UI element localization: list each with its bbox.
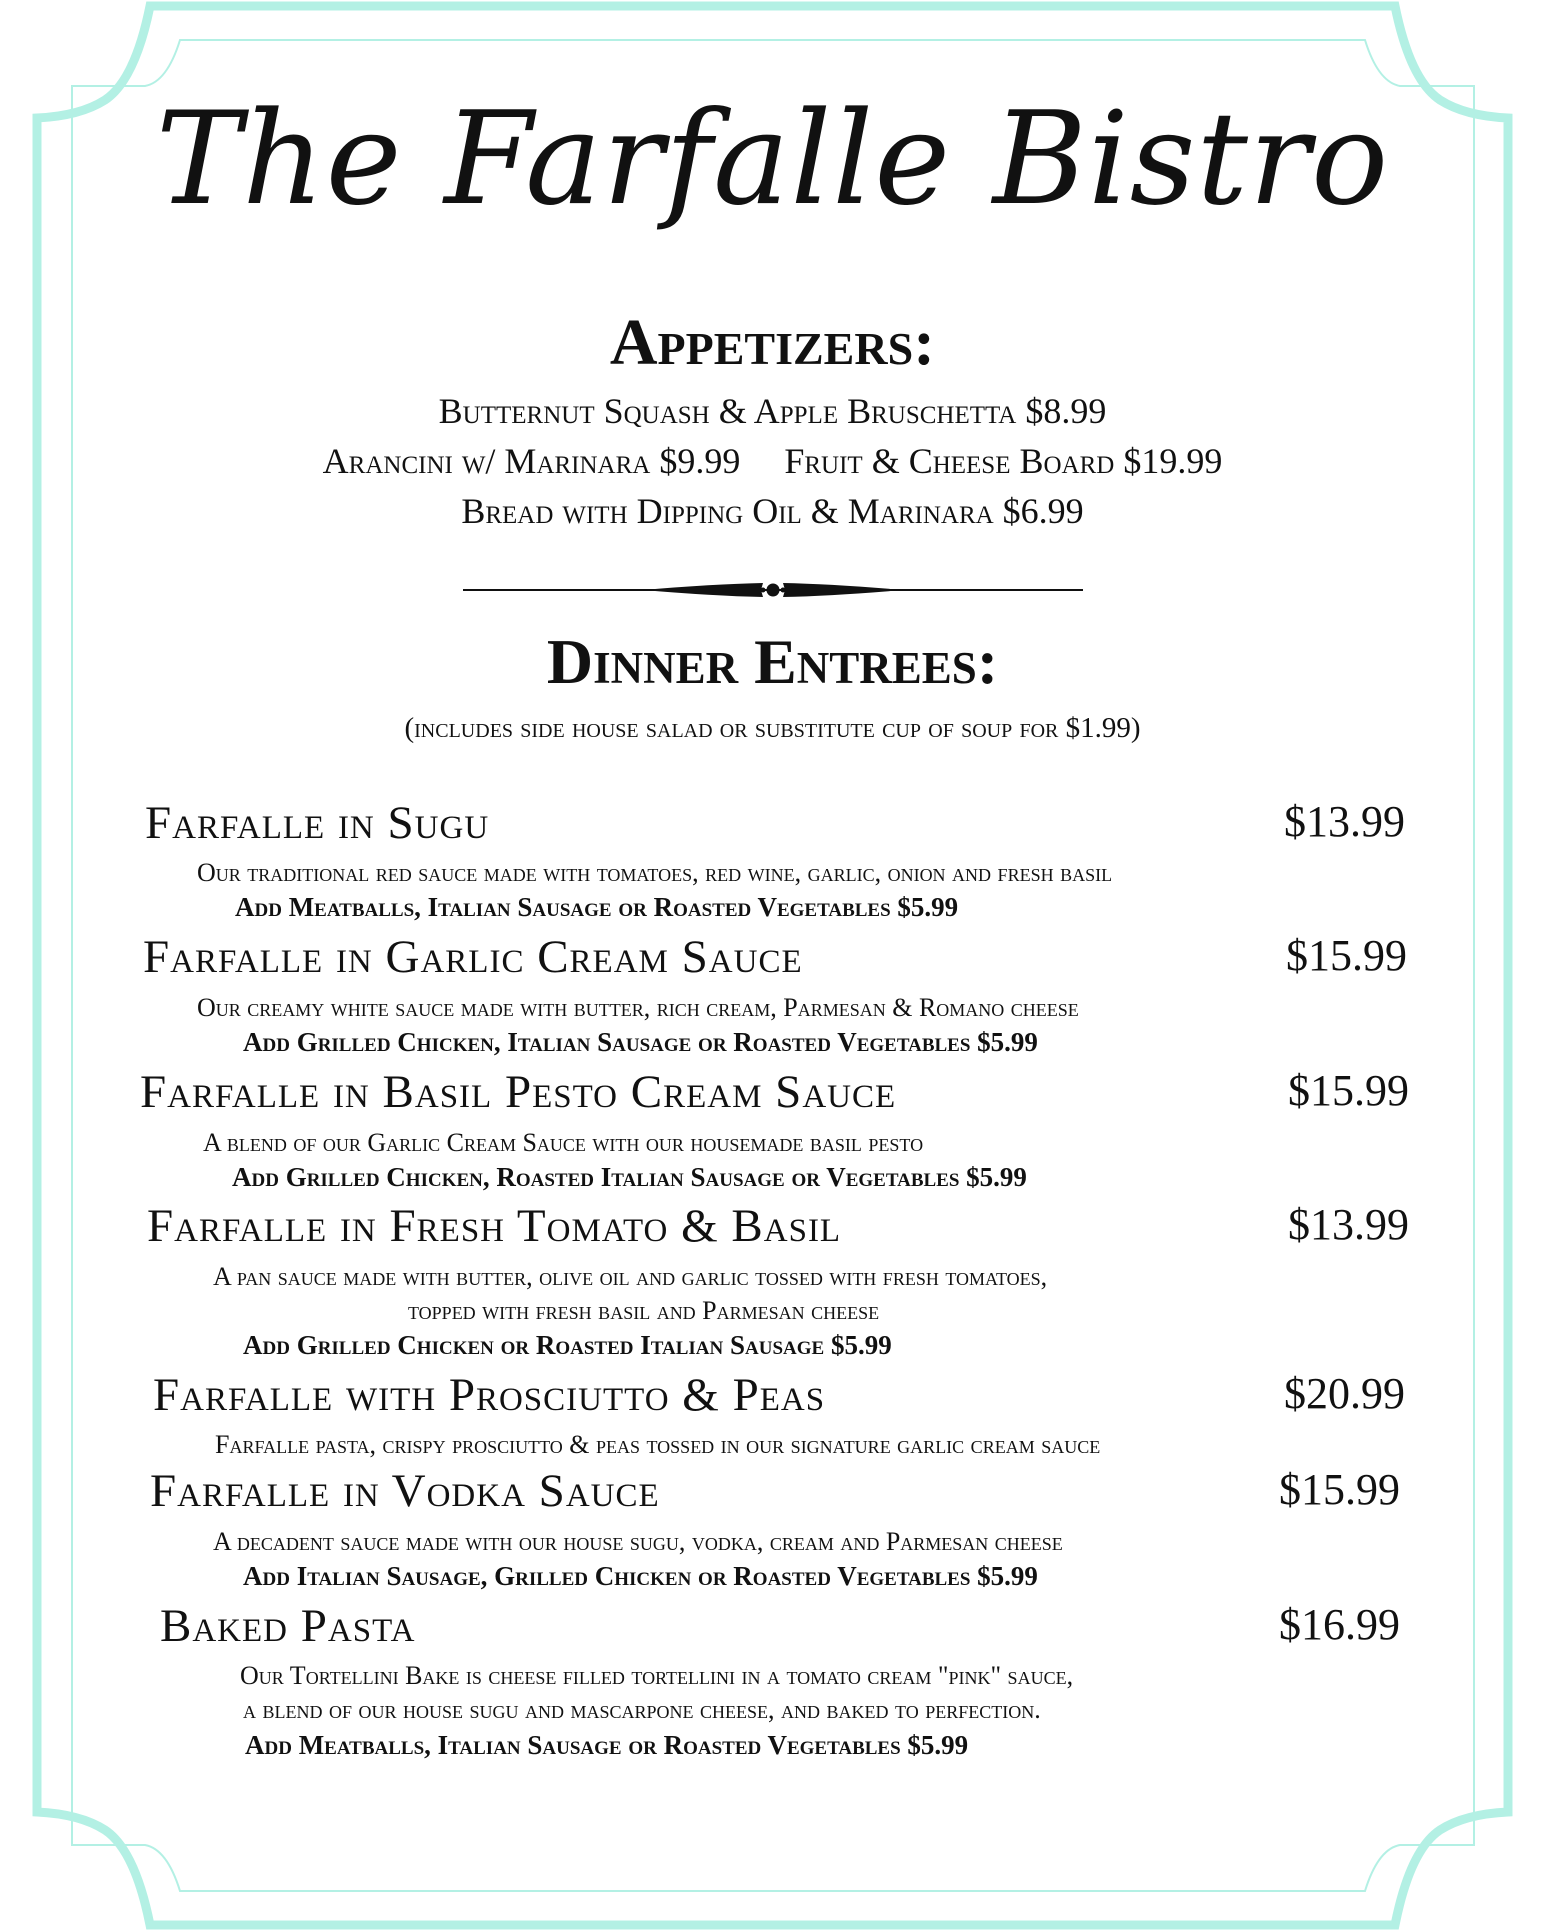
entree-addon: Add Grilled Chicken, Roasted Italian Sausage or Vegetables $5.99 (232, 1162, 1027, 1192)
entree-description: A decadent sauce made with our house sugu, vodka, cream and Parmesan cheese (213, 1527, 1063, 1556)
entree-addon: Add Italian Sausage, Grilled Chicken or Roasted Vegetables $5.99 (243, 1561, 1038, 1591)
appetizer-item: Arancini w/ Marinara $9.99 (322, 441, 741, 481)
entree-name: Farfalle in Garlic Cream Sauce (143, 931, 803, 983)
entree-description: topped with fresh basil and Parmesan cheese (408, 1296, 880, 1325)
entree-price: $16.99 (1279, 1600, 1400, 1649)
appetizer-item: Fruit & Cheese Board $19.99 (784, 441, 1223, 481)
entree-price: $20.99 (1284, 1369, 1405, 1418)
entree-description: a blend of our house sugu and mascarpone cheese, and baked to perfection. (243, 1695, 1041, 1724)
entree-description: A pan sauce made with butter, olive oil and garlic tossed with fresh tomatoes, (213, 1262, 1048, 1291)
entree-name: Farfalle with Prosciutto & Peas (153, 1369, 826, 1421)
entree-price: $15.99 (1288, 1066, 1409, 1115)
appetizer-row (0, 440, 1545, 482)
entree-price: $15.99 (1279, 1465, 1400, 1514)
ornament-divider (463, 575, 1083, 605)
entree-price: $13.99 (1288, 1200, 1409, 1249)
entree-price: $15.99 (1286, 931, 1407, 980)
entrees-note: (includes side house salad or substitute cup of soup for $1.99) (404, 712, 1141, 744)
entree-addon: Add Grilled Chicken or Roasted Italian Sausage $5.99 (243, 1330, 892, 1360)
entree-name: Farfalle in Basil Pesto Cream Sauce (140, 1066, 897, 1118)
appetizer-item: Butternut Squash & Apple Bruschetta $8.99 (438, 391, 1107, 431)
entree-name: Farfalle in Fresh Tomato & Basil (147, 1200, 842, 1252)
entrees-heading: Dinner Entrees: (546, 626, 999, 697)
appetizers-heading: Appetizers: (609, 306, 936, 379)
entree-name: Farfalle in Sugu (145, 797, 490, 849)
appetizer-item: Bread with Dipping Oil & Marinara $6.99 (461, 491, 1084, 531)
entree-addon: Add Meatballs, Italian Sausage or Roasted Vegetables $5.99 (235, 892, 959, 922)
entree-description: A blend of our Garlic Cream Sauce with our housemade basil pesto (203, 1128, 924, 1157)
entree-addon: Add Meatballs, Italian Sausage or Roasted Vegetables $5.99 (245, 1730, 969, 1760)
entree-description: Our creamy white sauce made with butter, rich cream, Parmesan & Romano cheese (197, 993, 1079, 1022)
entree-name: Baked Pasta (160, 1600, 416, 1652)
entree-price: $13.99 (1284, 797, 1405, 846)
entree-description: Our Tortellini Bake is cheese filled tortellini in a tomato cream "pink" sauce, (240, 1661, 1074, 1690)
entree-description: Our traditional red sauce made with tomatoes, red wine, garlic, onion and fresh basil (197, 858, 1113, 887)
entree-name: Farfalle in Vodka Sauce (150, 1465, 660, 1517)
entree-addon: Add Grilled Chicken, Italian Sausage or Roasted Vegetables $5.99 (243, 1027, 1038, 1057)
entree-description: Farfalle pasta, crispy prosciutto & peas tossed in our signature garlic cream sauce (215, 1430, 1101, 1459)
restaurant-title: The Farfalle Bistro (155, 85, 1390, 234)
